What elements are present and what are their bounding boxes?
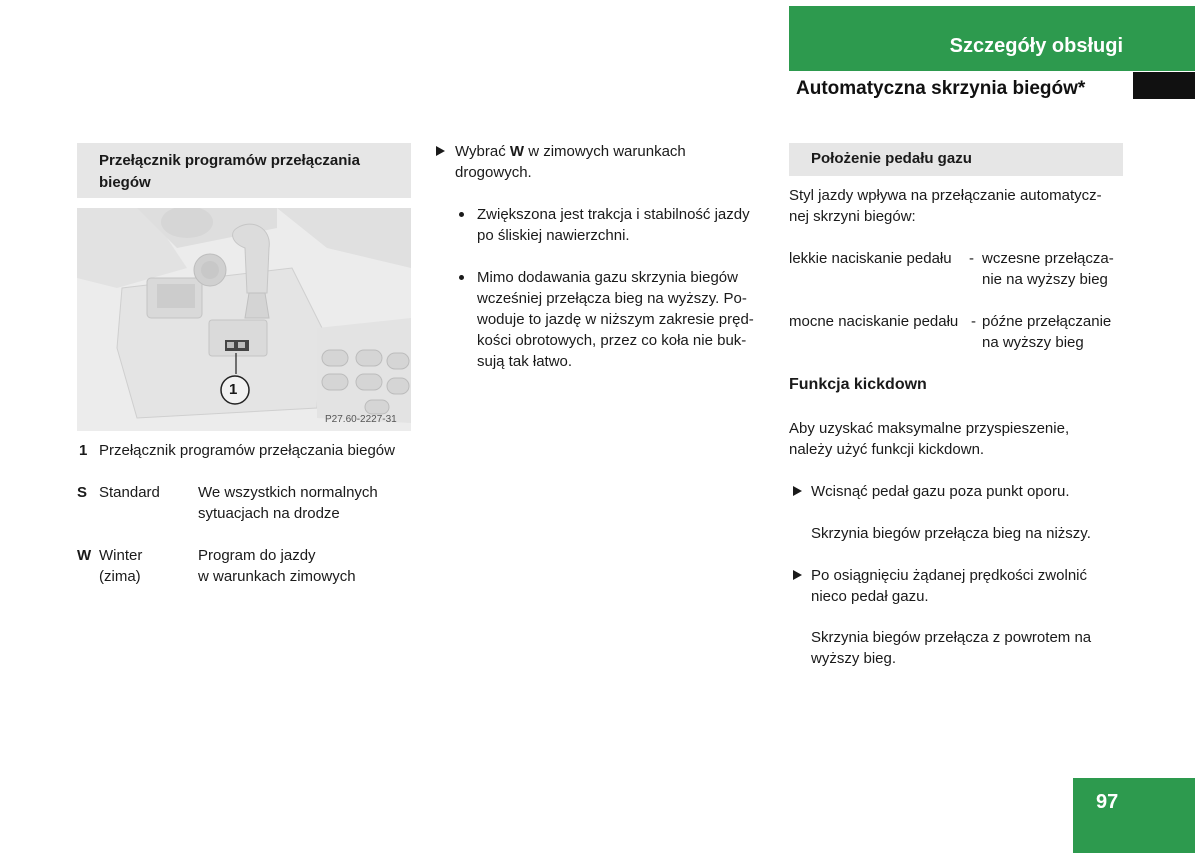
kickdown-step2-result-1: Skrzynia biegów przełącza z powrotem na — [811, 629, 1092, 646]
program-key-s: S — [77, 484, 88, 501]
intro-line2: nej skrzyni biegów: — [789, 208, 916, 225]
pedal-term-light: lekkie naciskanie pedału — [789, 250, 952, 267]
kickdown-step2-line2: nieco pedał gazu. — [811, 588, 929, 605]
bullet2-line2: wcześniej przełącza bieg na wyższy. Po- — [477, 290, 747, 307]
photo-callout-1: 1 — [229, 381, 238, 398]
bullet2-line1: Mimo dodawania gazu skrzynia biegów — [477, 269, 738, 286]
bullet1-line2: po śliskiej nawierzchni. — [477, 227, 630, 244]
intro-line1: Styl jazdy wpływa na przełączanie automatycz- — [789, 187, 1102, 204]
page-title: Automatyczna skrzynia biegów* — [796, 78, 1086, 99]
legend-number: 1 — [79, 442, 88, 459]
kickdown-intro-2: należy użyć funkcji kickdown. — [789, 441, 985, 458]
legend-text: Przełącznik programów przełączania biegów — [99, 442, 395, 459]
program-key-w: W — [77, 547, 92, 564]
pedal-sep-hard: - — [971, 313, 976, 330]
program-switch-heading-line1: Przełącznik programów przełączania — [99, 152, 360, 169]
pedal-sep-light: - — [969, 250, 974, 267]
kickdown-step1: Wcisnąć pedał gazu poza punkt oporu. — [811, 483, 1070, 500]
pedal-def-hard-1: późne przełączanie — [982, 313, 1112, 330]
step-arrow-icon — [436, 146, 445, 156]
bullet1-line1: Zwiększona jest trakcja i stabilność jazdy — [477, 206, 750, 223]
step-arrow-icon — [793, 486, 802, 496]
bullet2-line4: kości obrotowych, przez co koła nie buk- — [477, 332, 747, 349]
program-desc-standard-2: sytuacjach na drodze — [198, 505, 340, 522]
program-desc-winter-2: w warunkach zimowych — [198, 568, 356, 585]
program-switch-heading — [77, 143, 411, 198]
winter-step-key: W — [509, 143, 525, 160]
program-name-standard: Standard — [99, 484, 160, 501]
section-title: Szczegóły obsługi — [949, 35, 1123, 57]
winter-step-suffix: w zimowych warunkach — [524, 143, 686, 160]
bullet2-line5: sują tak łatwo. — [477, 353, 573, 370]
kickdown-step2-line1: Po osiągnięciu żądanej prędkości zwolnić — [811, 567, 1087, 584]
figure-code: P27.60-2227-31 — [325, 414, 397, 425]
bullet-icon — [459, 212, 464, 217]
program-switch-heading-line2: biegów — [99, 174, 151, 191]
winter-step-line2: drogowych. — [455, 164, 532, 181]
section-tab — [789, 6, 1195, 71]
page-number: 97 — [1096, 791, 1119, 813]
program-name-winter: Winter — [99, 547, 143, 564]
program-desc-winter-1: Program do jazdy — [198, 547, 316, 564]
pedal-def-light-1: wczesne przełącza- — [982, 250, 1114, 267]
page-number-tab — [1073, 778, 1195, 853]
kickdown-intro-1: Aby uzyskać maksymalne przyspieszenie, — [789, 420, 1070, 437]
pedal-def-hard-2: na wyższy bieg — [982, 334, 1084, 351]
kickdown-step1-result: Skrzynia biegów przełącza bieg na niższy. — [811, 525, 1091, 542]
gear-selector-photo — [77, 208, 411, 431]
winter-step-prefix: Wybrać — [455, 143, 510, 160]
pedal-term-hard: mocne naciskanie pedału — [789, 313, 959, 330]
heading-marker-bar — [1133, 72, 1195, 99]
kickdown-heading: Funkcja kickdown — [789, 376, 927, 393]
kickdown-step2-result-2: wyższy bieg. — [811, 650, 897, 667]
program-name-winter-pl: (zima) — [99, 568, 141, 585]
pedal-position-heading: Położenie pedału gazu — [789, 143, 1123, 176]
winter-step — [455, 141, 686, 162]
step-arrow-icon — [793, 570, 802, 580]
program-desc-standard-1: We wszystkich normalnych — [198, 484, 378, 501]
pedal-def-light-2: nie na wyższy bieg — [982, 271, 1108, 288]
bullet-icon — [459, 275, 464, 280]
bullet2-line3: woduje to jazdę w niższym zakresie pręd- — [477, 311, 754, 328]
